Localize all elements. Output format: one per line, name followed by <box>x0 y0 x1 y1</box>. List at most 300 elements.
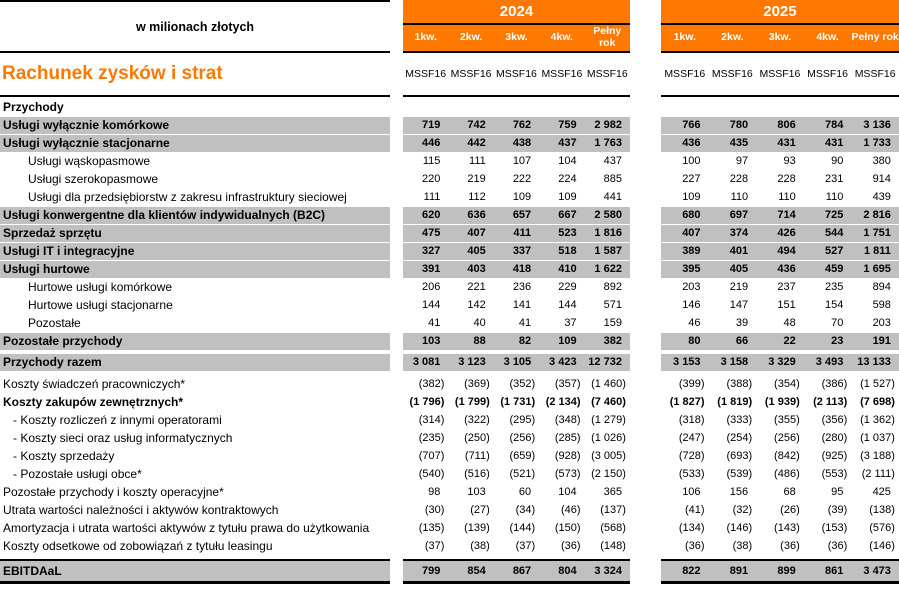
value-cell: (143) <box>774 522 800 534</box>
value-cell: 224 <box>558 173 577 185</box>
row-label: Usługi wyłącznie komórkowe <box>0 117 390 134</box>
value-cell: 867 <box>494 559 539 584</box>
value-cell: (533) <box>678 468 705 480</box>
value-cell: 697 <box>709 207 757 224</box>
row-label: - Koszty rozliczeń z innymi operatorami <box>13 413 222 427</box>
value-cell: 111 <box>469 155 486 167</box>
value-cell: 2 580 <box>585 207 630 224</box>
value-cell: 418 <box>494 261 539 278</box>
value-cell: (280) <box>821 432 848 444</box>
value-cell: 229 <box>558 281 577 293</box>
table-rows <box>0 97 899 581</box>
value-cell: (38) <box>732 540 753 552</box>
value-cell: 523 <box>539 225 584 242</box>
value-cell: 95 <box>831 486 844 498</box>
quarter-header: Pełny rok <box>593 25 622 49</box>
value-cell: 914 <box>872 173 891 185</box>
table-row <box>0 135 899 152</box>
quarter-header: 2kw. <box>721 31 744 44</box>
value-cell: (7 698) <box>860 396 895 408</box>
value-cell: 762 <box>494 117 539 134</box>
value-cell: 899 <box>756 559 804 584</box>
value-cell: 667 <box>539 207 584 224</box>
value-cell: 115 <box>422 155 441 167</box>
row-label: Usługi wyłącznie stacjonarne <box>0 135 390 152</box>
value-cell: 3 324 <box>585 559 630 584</box>
value-cell: (2 113) <box>813 396 848 408</box>
standard-label: MSSF16 <box>711 68 753 80</box>
value-cell: 112 <box>468 191 486 203</box>
value-cell: 459 <box>804 261 852 278</box>
row-label: Usługi hurtowe <box>0 261 390 278</box>
value-cell: (486) <box>774 468 800 480</box>
value-cell: (1 037) <box>860 432 895 444</box>
value-cell: (137) <box>600 504 626 516</box>
value-cell: 598 <box>872 299 891 311</box>
standard-label: MSSF16 <box>541 68 583 80</box>
value-cell <box>448 99 493 116</box>
standard-label: MSSF16 <box>496 68 537 80</box>
value-cell: (36) <box>684 540 705 552</box>
table-row <box>0 189 899 206</box>
value-cell: 892 <box>603 281 622 293</box>
value-cell: (355) <box>774 414 800 426</box>
quarter-headers <box>661 25 899 53</box>
value-cell: 437 <box>603 155 622 167</box>
value-cell: 806 <box>756 117 804 134</box>
value-cell: 527 <box>804 243 852 260</box>
value-cell: (357) <box>554 378 581 390</box>
value-cell: 147 <box>729 299 749 311</box>
value-cell: (386) <box>821 378 848 390</box>
value-cell: 431 <box>756 135 804 152</box>
value-cell: (37) <box>424 540 445 552</box>
value-cell <box>661 99 709 116</box>
row-label: Koszty świadczeń pracowniczych* <box>3 377 186 391</box>
year-block-2025 <box>661 0 899 97</box>
value-cell: 822 <box>661 559 709 584</box>
value-cell: 657 <box>494 207 539 224</box>
value-cell: (144) <box>509 522 536 534</box>
value-cell: 861 <box>804 559 852 584</box>
table-row <box>0 279 899 296</box>
table-row <box>0 412 899 429</box>
standard-label: MSSF16 <box>586 68 628 80</box>
value-cell <box>585 99 630 116</box>
value-cell: (247) <box>678 432 705 444</box>
value-cell: 391 <box>403 261 448 278</box>
value-cell: 742 <box>448 117 493 134</box>
value-cell: (36) <box>561 540 581 552</box>
value-cell: 203 <box>682 281 701 293</box>
value-cell: 438 <box>494 135 539 152</box>
value-cell: (1 527) <box>860 378 895 390</box>
value-cell: 411 <box>494 225 539 242</box>
value-cell: (928) <box>554 450 581 462</box>
value-cell: 719 <box>403 117 448 134</box>
value-cell: 766 <box>661 117 709 134</box>
value-cell: 206 <box>422 281 441 293</box>
value-cell: (148) <box>600 540 626 552</box>
row-label: - Koszty sieci oraz usług informatycznych <box>13 431 233 445</box>
table-row <box>0 261 899 278</box>
table-row <box>0 171 899 188</box>
table-row <box>0 297 899 314</box>
value-cell: (36) <box>780 540 800 552</box>
unit-label: w milionach złotych <box>0 2 390 53</box>
value-cell: 401 <box>709 243 757 260</box>
value-cell: (3 005) <box>591 450 626 462</box>
value-cell: 3 473 <box>851 559 899 584</box>
standard-label: MSSF16 <box>664 68 706 80</box>
value-cell: 104 <box>558 155 577 167</box>
value-cell: 236 <box>512 281 532 293</box>
value-cell: 446 <box>403 135 448 152</box>
value-cell: (254) <box>726 432 753 444</box>
value-cell: 109 <box>539 333 584 350</box>
quarter-header: Pełny rok <box>851 31 899 44</box>
value-cell: (568) <box>600 522 626 534</box>
table-row <box>0 99 899 116</box>
value-cell: 90 <box>831 155 844 167</box>
value-cell: 80 <box>661 333 709 350</box>
value-cell: 3 153 <box>661 354 709 371</box>
value-cell: (32) <box>732 504 753 516</box>
value-cell: 405 <box>709 261 757 278</box>
value-cell: (521) <box>509 468 536 480</box>
value-cell: (256) <box>509 432 536 444</box>
value-cell: (399) <box>678 378 705 390</box>
value-cell: 106 <box>682 486 701 498</box>
value-cell: (2 134) <box>545 396 581 408</box>
value-cell: (356) <box>821 414 848 426</box>
value-cell: 60 <box>518 486 532 498</box>
value-cell: 1 622 <box>585 261 630 278</box>
value-cell: (707) <box>418 450 445 462</box>
value-cell: (348) <box>554 414 581 426</box>
value-cell: 154 <box>824 299 844 311</box>
quarter-headers <box>403 25 630 53</box>
value-cell: 93 <box>783 155 796 167</box>
value-cell: (39) <box>827 504 848 516</box>
value-cell: (146) <box>726 522 753 534</box>
value-cell: 222 <box>512 173 532 185</box>
value-cell: 46 <box>688 317 701 329</box>
value-cell: 82 <box>494 333 539 350</box>
value-cell: (842) <box>774 450 800 462</box>
value-cell: (27) <box>470 504 490 516</box>
row-label: Koszty odsetkowe od zobowiązań z tytułu leasingu <box>3 539 273 553</box>
value-cell: (235) <box>418 432 445 444</box>
value-cell: 110 <box>778 191 796 203</box>
row-label: Utrata wartości należności i aktywów kontraktowych <box>3 503 279 517</box>
value-cell: 48 <box>783 317 796 329</box>
value-cell <box>709 99 757 116</box>
row-label: - Koszty sprzedaży <box>13 449 115 463</box>
value-cell: 405 <box>448 243 493 260</box>
quarter-header: 4kw. <box>550 31 574 44</box>
row-label: Hurtowe usługi stacjonarne <box>28 298 173 312</box>
row-label: Pozostałe przychody i koszty operacyjne* <box>3 485 224 499</box>
value-cell: 475 <box>403 225 448 242</box>
value-cell: (728) <box>678 450 705 462</box>
row-label: Usługi wąskopasmowe <box>28 154 151 168</box>
value-cell: 159 <box>603 317 622 329</box>
value-cell: (2 150) <box>591 468 626 480</box>
standard-row <box>661 53 899 97</box>
value-cell: 219 <box>467 173 486 185</box>
value-cell: (1 731) <box>500 396 536 408</box>
row-label: Amortyzacja i utrata wartości aktywów z tytułu prawa do użytkowania <box>3 521 370 535</box>
value-cell: 227 <box>682 173 701 185</box>
value-cell: (576) <box>869 522 895 534</box>
quarter-header: 1kw. <box>414 31 437 44</box>
value-cell: 425 <box>872 486 891 498</box>
value-cell: (36) <box>827 540 848 552</box>
table-row <box>0 376 899 393</box>
value-cell: (659) <box>509 450 536 462</box>
value-cell: 40 <box>473 317 486 329</box>
table-row <box>0 502 899 519</box>
value-cell: 436 <box>756 261 804 278</box>
value-cell: 380 <box>872 155 891 167</box>
value-cell: 442 <box>448 135 493 152</box>
value-cell: 3 136 <box>851 117 899 134</box>
value-cell: 13 133 <box>851 354 899 371</box>
value-cell: 141 <box>512 299 532 311</box>
quarter-header: 2kw. <box>459 31 483 44</box>
standard-label: MSSF16 <box>854 68 896 80</box>
value-cell <box>851 99 899 116</box>
row-label: Usługi szerokopasmowe <box>28 172 159 186</box>
value-cell: 219 <box>729 281 749 293</box>
value-cell: (322) <box>464 414 490 426</box>
value-cell: 885 <box>603 173 622 185</box>
table-row <box>0 448 899 465</box>
value-cell: 142 <box>467 299 486 311</box>
value-cell: 110 <box>730 191 749 203</box>
value-cell: 156 <box>729 486 749 498</box>
value-cell <box>539 99 584 116</box>
value-cell: (153) <box>821 522 848 534</box>
value-cell: 12 732 <box>585 354 630 371</box>
value-cell: (1 460) <box>591 378 626 390</box>
quarter-header: 1kw. <box>673 31 696 44</box>
value-cell: 144 <box>422 299 441 311</box>
table-row <box>0 117 899 134</box>
value-cell: 2 816 <box>851 207 899 224</box>
value-cell: 109 <box>682 191 701 203</box>
value-cell: 403 <box>448 261 493 278</box>
row-label: Pozostałe przychody <box>0 333 390 350</box>
value-cell: (26) <box>780 504 800 516</box>
value-cell: (352) <box>509 378 536 390</box>
value-cell: (135) <box>418 522 445 534</box>
table-row <box>0 333 899 350</box>
table-row <box>0 315 899 332</box>
value-cell: 1 811 <box>851 243 899 260</box>
table-row <box>0 225 899 242</box>
value-cell: 109 <box>512 191 532 203</box>
value-cell <box>756 99 804 116</box>
value-cell: 571 <box>603 299 622 311</box>
table-row <box>0 538 899 555</box>
value-cell: (146) <box>869 540 895 552</box>
value-cell: (1 799) <box>454 396 490 408</box>
table-row <box>0 243 899 260</box>
value-cell: 780 <box>709 117 757 134</box>
value-cell: (34) <box>515 504 536 516</box>
value-cell: 494 <box>756 243 804 260</box>
table-row <box>0 559 899 581</box>
value-cell: (925) <box>821 450 848 462</box>
quarter-header: 4kw. <box>816 31 839 44</box>
value-cell: 22 <box>756 333 804 350</box>
value-cell: (354) <box>774 378 800 390</box>
value-cell: (134) <box>678 522 705 534</box>
value-cell: 66 <box>709 333 757 350</box>
value-cell <box>804 99 852 116</box>
value-cell: 799 <box>403 559 448 584</box>
value-cell: (37) <box>515 540 536 552</box>
value-cell: (573) <box>554 468 581 480</box>
quarter-header: 3kw. <box>768 31 792 44</box>
value-cell: (1 819) <box>717 396 753 408</box>
value-cell: 1 587 <box>585 243 630 260</box>
row-label: - Pozostałe usługi obce* <box>13 467 142 481</box>
value-cell: 365 <box>603 486 622 498</box>
value-cell: 407 <box>661 225 709 242</box>
value-cell: 3 081 <box>403 354 448 371</box>
value-cell: 151 <box>777 299 796 311</box>
value-cell: 111 <box>423 191 441 203</box>
value-cell: (540) <box>418 468 445 480</box>
value-cell: (333) <box>726 414 753 426</box>
value-cell: (41) <box>684 504 705 516</box>
value-cell: 374 <box>709 225 757 242</box>
value-cell: 23 <box>804 333 852 350</box>
value-cell: 395 <box>661 261 709 278</box>
year-header: 2025 <box>661 0 899 25</box>
row-label: Przychody <box>3 100 64 114</box>
table-header <box>0 0 899 97</box>
value-cell: 203 <box>872 317 891 329</box>
value-cell: 68 <box>783 486 796 498</box>
table-row <box>0 430 899 447</box>
value-cell: 97 <box>735 155 749 167</box>
table-row <box>0 153 899 170</box>
value-cell: 441 <box>603 191 622 203</box>
value-cell: (38) <box>470 540 490 552</box>
value-cell: 337 <box>494 243 539 260</box>
value-cell: 725 <box>804 207 852 224</box>
value-cell: 3 105 <box>494 354 539 371</box>
value-cell: (3 188) <box>860 450 895 462</box>
value-cell: 100 <box>682 155 701 167</box>
value-cell: 37 <box>564 317 577 329</box>
value-cell: 98 <box>428 486 441 498</box>
value-cell: 714 <box>756 207 804 224</box>
row-label: Pozostałe <box>28 316 81 330</box>
value-cell: 894 <box>872 281 891 293</box>
value-cell: 439 <box>872 191 891 203</box>
value-cell <box>494 99 539 116</box>
value-cell: 426 <box>756 225 804 242</box>
value-cell: (318) <box>678 414 705 426</box>
value-cell: 431 <box>804 135 852 152</box>
value-cell: 221 <box>467 281 486 293</box>
table-row <box>0 354 899 371</box>
value-cell: 2 982 <box>585 117 630 134</box>
value-cell: 1 816 <box>585 225 630 242</box>
value-cell: (1 796) <box>409 396 445 408</box>
value-cell: (314) <box>418 414 445 426</box>
value-cell: 804 <box>539 559 584 584</box>
value-cell: 891 <box>709 559 757 584</box>
value-cell: 436 <box>661 135 709 152</box>
value-cell: 70 <box>831 317 844 329</box>
value-cell: 620 <box>403 207 448 224</box>
value-cell: (369) <box>464 378 490 390</box>
value-cell: (46) <box>561 504 581 516</box>
value-cell: (693) <box>726 450 753 462</box>
value-cell: (1 827) <box>669 396 705 408</box>
value-cell: 518 <box>539 243 584 260</box>
value-cell: 3 123 <box>448 354 493 371</box>
standard-label: MSSF16 <box>759 68 801 80</box>
value-cell: 680 <box>661 207 709 224</box>
value-cell: 1 763 <box>585 135 630 152</box>
value-cell: 103 <box>403 333 448 350</box>
value-cell: 1 751 <box>851 225 899 242</box>
value-cell: 1 695 <box>851 261 899 278</box>
table-row <box>0 484 899 501</box>
value-cell: 636 <box>448 207 493 224</box>
value-cell: 235 <box>824 281 844 293</box>
value-cell: (150) <box>554 522 581 534</box>
value-cell: (1 279) <box>591 414 626 426</box>
page-title: Rachunek zysków i strat <box>2 63 223 84</box>
standard-label: MSSF16 <box>405 68 447 80</box>
value-cell: 109 <box>558 191 577 203</box>
value-cell: 327 <box>403 243 448 260</box>
value-cell: 854 <box>448 559 493 584</box>
value-cell: 544 <box>804 225 852 242</box>
value-cell: 146 <box>682 299 701 311</box>
value-cell: (388) <box>726 378 753 390</box>
row-label: Usługi IT i integracyjne <box>0 243 390 260</box>
value-cell: (30) <box>424 504 445 516</box>
value-cell: (711) <box>464 450 490 462</box>
value-cell: 107 <box>512 155 532 167</box>
value-cell: 3 329 <box>756 354 804 371</box>
value-cell: 231 <box>824 173 844 185</box>
value-cell: 41 <box>518 317 532 329</box>
year-block-2024 <box>403 0 630 97</box>
quarter-header: 3kw. <box>505 31 528 44</box>
value-cell: (1 939) <box>764 396 800 408</box>
value-cell: (7 460) <box>591 396 626 408</box>
row-label: EBITDAaL <box>0 559 390 584</box>
standard-row <box>403 53 630 97</box>
value-cell: 104 <box>558 486 577 498</box>
value-cell: (539) <box>726 468 753 480</box>
value-cell: (138) <box>869 504 895 516</box>
value-cell: 410 <box>539 261 584 278</box>
row-label: Hurtowe usługi komórkowe <box>28 280 173 294</box>
table-row <box>0 207 899 224</box>
value-cell: 110 <box>825 191 844 203</box>
